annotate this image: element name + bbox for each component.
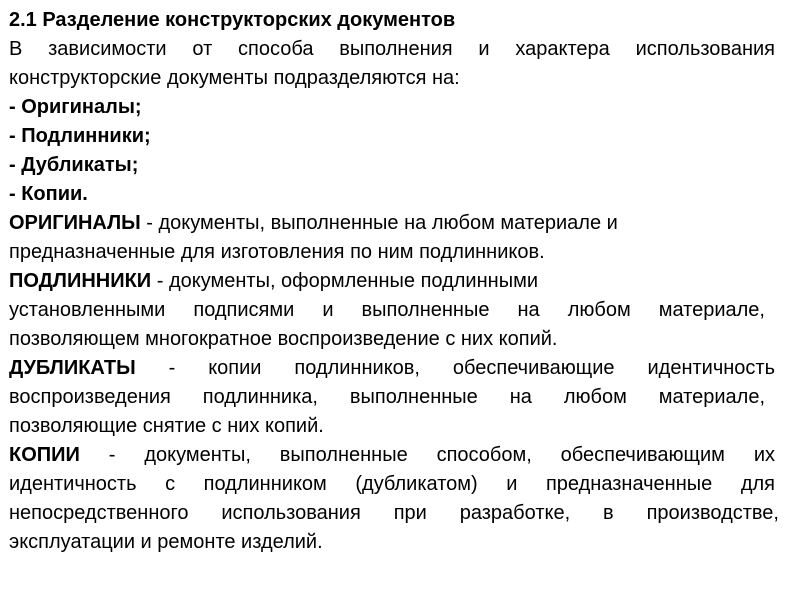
definition-text: - копии подлинников, обеспечивающие идентичность	[168, 357, 775, 379]
definition-authentic-line-1	[9, 267, 538, 296]
definition-term-duplicates: ДУБЛИКАТЫ	[9, 357, 169, 379]
intro-line-1: В зависимости от способа выполнения и характера использования	[9, 38, 775, 60]
definition-text: - документы, оформленные подлинными	[156, 270, 538, 292]
definition-authentic-line-2: установленными подписями и выполненные на любом материале,	[9, 299, 765, 321]
list-item-duplicates: - Дубликаты;	[9, 154, 139, 176]
definition-duplicates-line-1	[9, 354, 775, 383]
list-item-authentic: - Подлинники;	[9, 125, 151, 147]
list-item-copies: - Копии.	[9, 183, 88, 205]
definition-duplicates-line-3: позволяющие снятие с них копий.	[9, 415, 324, 437]
definition-originals-line-1	[9, 209, 618, 238]
definition-term-copies: КОПИИ	[9, 444, 109, 466]
list-item-originals: - Оригиналы;	[9, 96, 142, 118]
definition-copies-line-2: идентичность с подлинником (дубликатом) и предназначенные для	[9, 473, 775, 495]
definition-term-authentic: ПОДЛИННИКИ	[9, 270, 157, 292]
definition-duplicates-line-2: воспроизведения подлинника, выполненные на любом материале,	[9, 386, 765, 408]
section-heading: 2.1 Разделение конструкторских документов	[9, 9, 456, 31]
definition-text: - документы, выполненные способом, обеспечивающим их	[108, 444, 775, 466]
definition-authentic-line-3: позволяющем многократное воспроизведение с них копий.	[9, 328, 558, 350]
definition-text: - документы, выполненные на любом материале и	[140, 212, 618, 234]
definition-term-originals: ОРИГИНАЛЫ	[9, 212, 141, 234]
definition-originals-line-2: предназначенные для изготовления по ним подлинников.	[9, 241, 545, 263]
definition-copies-line-3: непосредственного использования при разработке, в производстве,	[9, 502, 779, 524]
definition-copies-line-1	[9, 441, 775, 470]
definition-copies-line-4: эксплуатации и ремонте изделий.	[9, 531, 323, 553]
intro-line-2: конструкторские документы подразделяются на:	[9, 67, 460, 89]
